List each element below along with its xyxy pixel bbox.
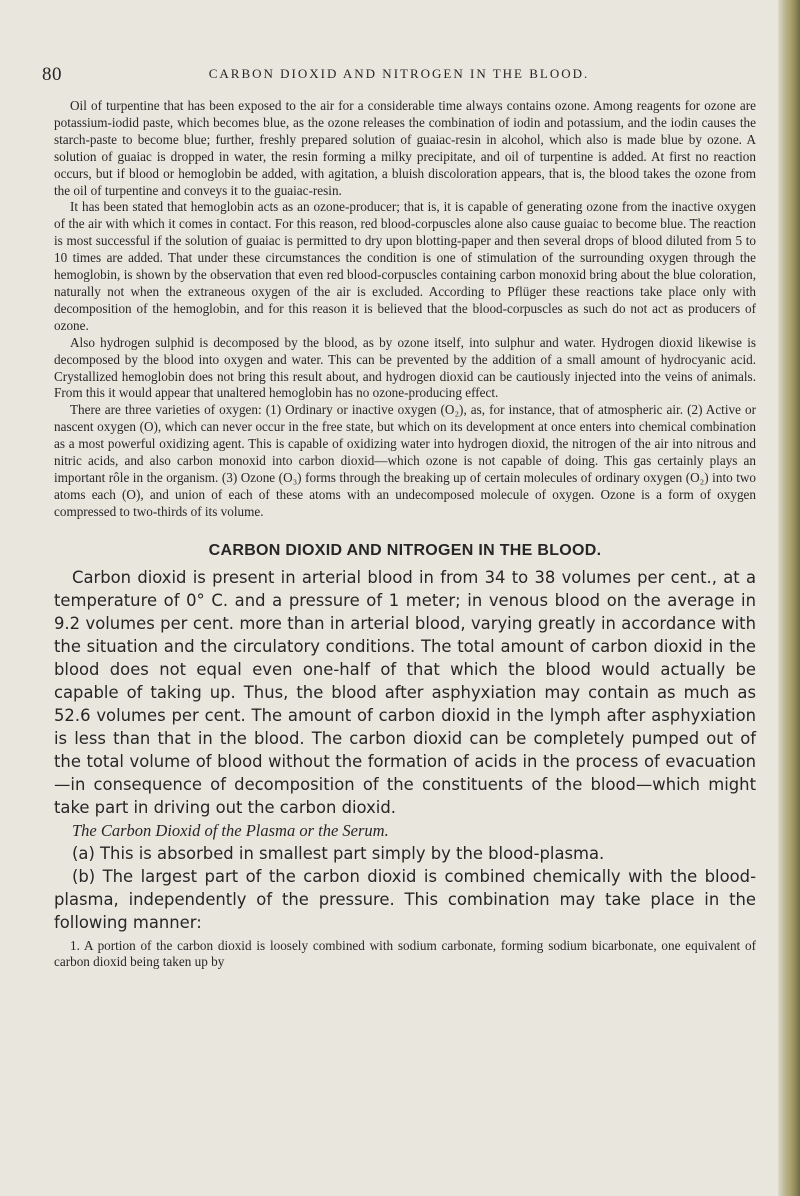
page-header <box>42 64 756 86</box>
ozone-paragraph-3: Also hydrogen sulphid is decomposed by the blood, as by ozone itself, into sulphur and water. Hydrogen dioxid likewise is decomposed by the blood into oxygen and water. This can be prevented by the addition of a small amount of hydrocyanic acid. Crystallized hemoglobin does not bring this result about, and hydrogen dioxid can be cautiously injected into the veins of animals. From this it would appear that unaltered hemoglobin has no ozone-producing effect. <box>54 334 756 401</box>
footnote-text: 1. A portion of the carbon dioxid is loosely combined with sodium carbonate, forming sodium bicarbonate, one equivalent of carbon dioxid being taken up by <box>54 937 756 970</box>
ozone-paragraph-4: There are three varieties of oxygen: (1) Ordinary or inactive oxygen (O₂), as, for instance, that of atmospheric air. (2) Active or nascent oxygen (O), which can never occur in the free state, but which on its development at once enters into chemical combination as a most powerful oxidizing agent. This is capable of oxidizing water into hydrogen dioxid, the nitrogen of the air into nitrous and nitric acids, and also carbon monoxid into carbon dioxid—which ozone is not capable of doing. This gas certainly plays an important rôle in the organism. (3) Ozone (O₃) forms through the breaking up of certain molecules of ordinary oxygen (O₂) into two atoms each (O), and union of each of these atoms with an undecomposed molecule of oxygen. Ozone is a form of oxygen compressed to two-thirds of its volume. <box>54 402 756 519</box>
section-main-paragraph: Carbon dioxid is present in arterial blood in from 34 to 38 volumes per cent., at a temperature of 0° C. and a pressure of 1 meter; in venous blood on the average in 9.2 volumes per cent. more than in arterial blood, varying greatly in accordance with the situation and the circulatory conditions. The total amount of carbon dioxid in the blood does not equal even one-half of that which the blood would actually be capable of taking up. Thus, the blood after asphyxiation may contain as much as 52.6 volumes per cent. The amount of carbon dioxid in the lymph after asphyxiation is less than that in the blood. The carbon dioxid can be completely pumped out of the total volume of blood without the formation of acids in the process of evacuation—in consequence of decomposition of the constituents of the blood—which might take part in driving out the carbon dioxid. <box>54 567 756 817</box>
running-head: CARBON DIOXID AND NITROGEN IN THE BLOOD. <box>208 66 590 81</box>
page-number: 80 <box>42 64 62 85</box>
section-body <box>54 566 756 934</box>
ozone-paragraph-1: Oil of turpentine that has been exposed to the air for a considerable time always contains ozone. Among reagents for ozone are potassium-iodid paste, which becomes blue, as the ozone releases the combination of iodin and potassium, and the iodin causes the starch-paste to become blue; further, freshly prepared solution of guaiac-resin in alcohol, which also is made blue by ozone. A solution of guaiac is dropped in water, the resin forming a milky precipitate, and oil of turpentine is added. At first no reaction occurs, but if blood or hemoglobin be added, with agitation, a bluish discoloration appears, that is, the blood takes the ozone from the oil of turpentine and conveys it to the guaiac-resin. <box>54 98 756 198</box>
footnote-block <box>54 938 756 972</box>
section-subheading: The Carbon Dioxid of the Plasma or the Serum. <box>72 820 389 840</box>
ozone-paragraph-2: It has been stated that hemoglobin acts as an ozone-producer; that is, it is capable of generating ozone from the inactive oxygen of the air with which it comes in contact. For this reason, red blood-corpuscles alone also cause guaiac to become blue. The reaction is most successful if the solution of guaiac is permitted to dry upon blotting-paper and then several drops of blood diluted from 5 to 10 times are added. That under these circumstances the condition is one of stimulation of the surrounding oxygen through the hemoglobin, is shown by the observation that even red blood-corpuscles containing carbon monoxid bring about the blue coloration, naturally not when the extraneous oxygen of the air is excluded. According to Pflüger these reactions take place only with decomposition of the hemoglobin, and for this reason it is believed that the blood-corpuscles as such do not act as producers of ozone. <box>54 199 756 333</box>
book-spine-edge <box>778 0 800 1196</box>
section-heading: CARBON DIOXID AND NITROGEN IN THE BLOOD. <box>208 541 602 559</box>
section-item-a: (a) This is absorbed in smallest part simply by the blood-plasma. <box>72 843 605 863</box>
page-body <box>54 98 756 971</box>
section-item-b: (b) The largest part of the carbon dioxid is combined chemically with the blood-plasma, independently of the pressure. This combination may take place in the following manner: <box>54 866 756 932</box>
